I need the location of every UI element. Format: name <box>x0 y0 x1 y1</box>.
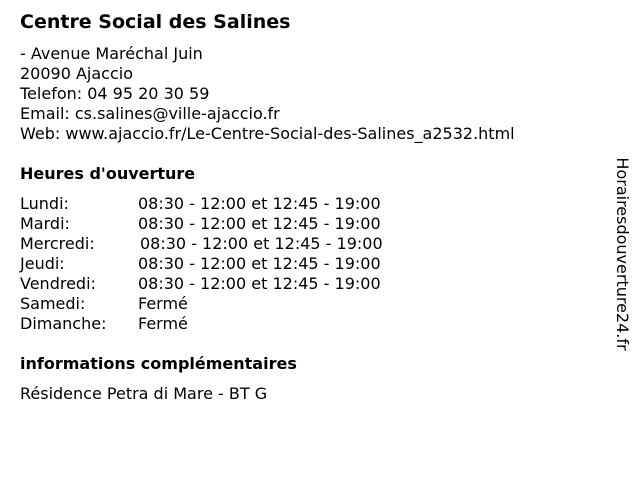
hours-day: Mercredi: <box>20 234 95 253</box>
address-street: - Avenue Maréchal Juin <box>20 44 203 63</box>
address-web: Web: www.ajaccio.fr/Le-Centre-Social-des-Salines_a2532.html <box>20 124 515 143</box>
hours-time: 08:30 - 12:00 et 12:45 - 19:00 <box>138 274 381 293</box>
address-city: 20090 Ajaccio <box>20 64 134 83</box>
hours-day: Jeudi: <box>20 254 65 273</box>
hours-time: Fermé <box>138 294 188 313</box>
address-phone: Telefon: 04 95 20 30 59 <box>20 84 210 103</box>
info-heading: informations complémentaires <box>20 354 297 373</box>
address-email: Email: cs.salines@ville-ajaccio.fr <box>20 104 280 123</box>
hours-time: 08:30 - 12:00 et 12:45 - 19:00 <box>138 254 381 273</box>
hours-day: Mardi: <box>20 214 70 233</box>
hours-time: 08:30 - 12:00 et 12:45 - 19:00 <box>138 214 381 233</box>
hours-day: Lundi: <box>20 194 69 213</box>
hours-time: Fermé <box>138 314 188 333</box>
hours-time: 08:30 - 12:00 et 12:45 - 19:00 <box>140 234 383 253</box>
watermark-text: Horairesdouverture24.fr <box>613 157 632 351</box>
hours-day: Vendredi: <box>20 274 96 293</box>
hours-heading: Heures d'ouverture <box>20 164 196 183</box>
page-title: Centre Social des Salines <box>20 11 291 33</box>
hours-time: 08:30 - 12:00 et 12:45 - 19:00 <box>138 194 381 213</box>
hours-day: Dimanche: <box>20 314 107 333</box>
address-block <box>20 44 515 144</box>
hours-day: Samedi: <box>20 294 86 313</box>
info-text: Résidence Petra di Mare - BT G <box>20 384 268 403</box>
